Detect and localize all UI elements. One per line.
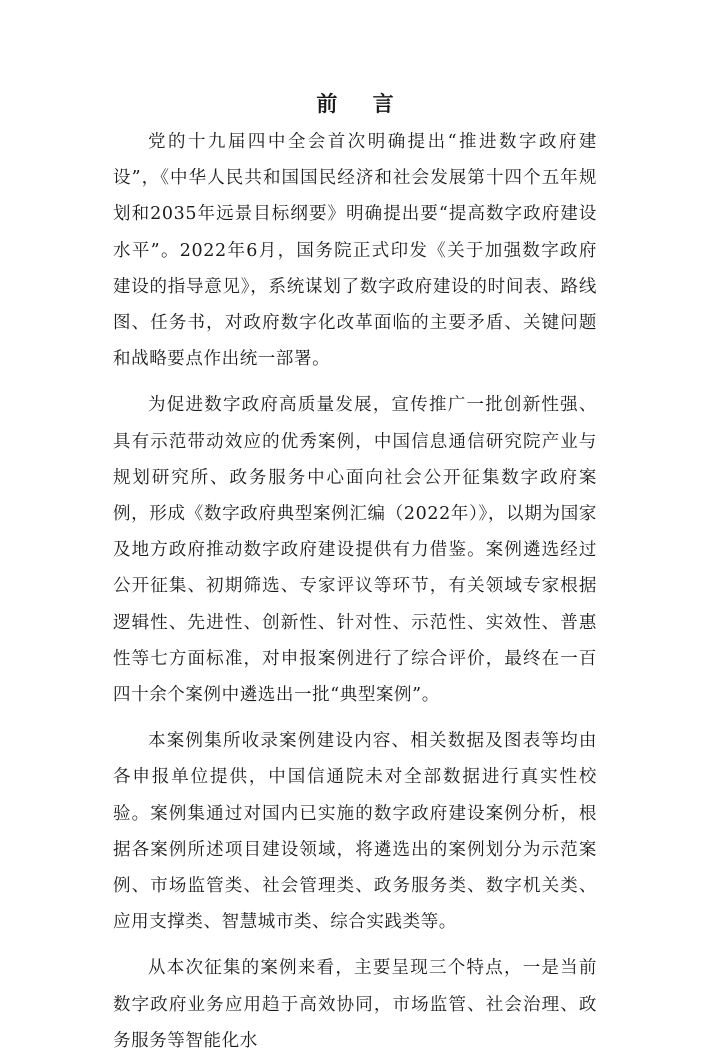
paragraph-3: 本案例集所收录案例建设内容、相关数据及图表等均由各申报单位提供，中国信通院未对全部数据进行真实性校验。案例集通过对国内已实施的数字政府建设案例分析，根据各案例所述项目建设领域，将遴选出的案例划分为示范案例、市场监管类、社会管理类、政务服务类、数字机关类、应用支撑类、智慧城市类、综合实践类等。 [113, 731, 597, 933]
page-title: 前 言 [316, 92, 408, 116]
paragraph-2: 为促进数字政府高质量发展，宣传推广一批创新性强、具有示范带动效应的优秀案例，中国信息通信研究院产业与规划研究所、政务服务中心面向社会公开征集数字政府案例，形成《数字政府典型案例汇编（2022年）》，以期为国家及地方政府推动数字政府建设提供有力借鉴。案例遴选经过公开征集、初期筛选、专家评议等环节，有关领域专家根据逻辑性、先进性、创新性、针对性、示范性、实效性、普惠性等七方面标准，对申报案例进行了综合评价，最终在一百四十余个案例中遴选出一批“典型案例”。 [113, 395, 597, 706]
paragraph-1: 党的十九届四中全会首次明确提出“推进数字政府建设”，《中华人民共和国国民经济和社会发展第十四个五年规划和2035年远景目标纲要》明确提出要“提高数字政府建设水平”。2022年6月，国务院正式印发《关于加强数字政府建设的指导意见》，系统谋划了数字政府建设的时间表、路线图、任务书，对政府数字化改革面临的主要矛盾、关键问题和战略要点作出统一部署。 [113, 132, 597, 370]
paragraph-4: 从本次征集的案例来看，主要呈现三个特点，一是当前数字政府业务应用趋于高效协同，市场监管、社会治理、政务服务等智能化水 [113, 958, 597, 1051]
